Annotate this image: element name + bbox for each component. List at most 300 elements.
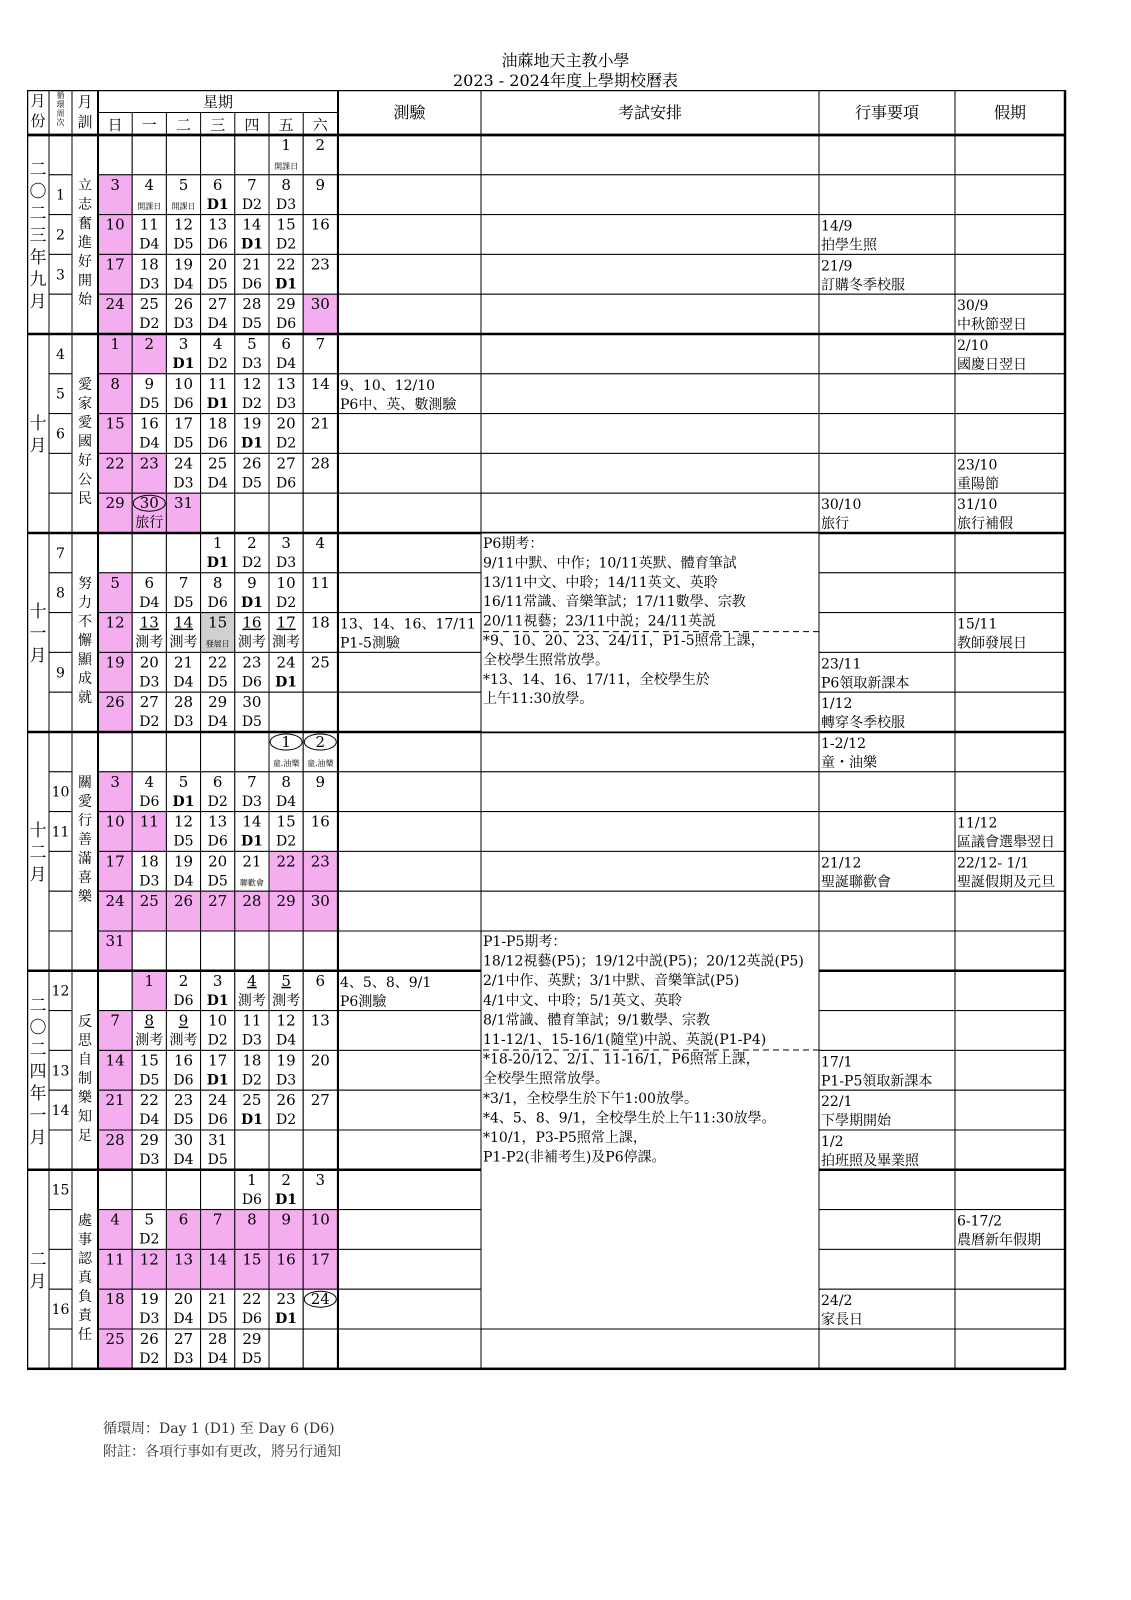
day-tag: D6 xyxy=(207,594,228,611)
day-number: 15 xyxy=(276,215,296,234)
day-number: 12 xyxy=(173,812,194,831)
month-label-char: 一 xyxy=(29,1105,47,1126)
motto-char: 處 xyxy=(78,1212,92,1229)
day-number: 8 xyxy=(212,573,223,592)
holiday-date: 6-17/2 xyxy=(957,1213,1003,1230)
day-number: 13 xyxy=(310,1011,330,1030)
day-tag: 測考 xyxy=(237,992,266,1009)
day-number: 14 xyxy=(173,613,194,632)
day-tag: D1 xyxy=(206,555,229,571)
cycle-number: 8 xyxy=(56,585,65,602)
motto-char: 志 xyxy=(78,197,92,213)
event-cell xyxy=(819,772,955,812)
day-number: 5 xyxy=(110,573,120,592)
weekday-header: 一 xyxy=(141,116,157,134)
day-number: 4 xyxy=(315,534,326,552)
day-tag: 測考 xyxy=(135,1032,164,1049)
day-tag: D1 xyxy=(275,1311,298,1328)
day-number: 16 xyxy=(310,812,330,831)
holiday-cell xyxy=(955,772,1065,812)
day-tag: D2 xyxy=(276,594,297,611)
motto-char: 足 xyxy=(78,1127,92,1144)
day-number: 3 xyxy=(110,175,120,194)
day-number: 7 xyxy=(247,772,257,791)
day-tag: D5 xyxy=(241,714,262,731)
cycle-cell xyxy=(49,891,72,931)
cycle-number: 10 xyxy=(51,784,70,801)
day-number: 3 xyxy=(212,971,223,990)
day-tag: 測考 xyxy=(169,1032,198,1049)
exam-cell xyxy=(481,215,819,255)
day-tag: D6 xyxy=(207,833,228,850)
holiday-cell xyxy=(955,692,1065,732)
event-cell xyxy=(819,1011,955,1051)
day-cell xyxy=(132,732,166,772)
exam-line: P1-P5期考： xyxy=(483,934,567,950)
exam-line: 9/11中默、中作；10/11英默、體育筆試 xyxy=(483,555,737,572)
day-number: 10 xyxy=(208,1011,228,1030)
motto-header-char: 訓 xyxy=(77,113,93,131)
day-tag: D6 xyxy=(241,674,262,691)
test-cell xyxy=(338,1289,481,1329)
day-cell xyxy=(166,1170,200,1210)
day-tag: D4 xyxy=(173,873,194,890)
day-number: 12 xyxy=(105,613,125,632)
event-cell xyxy=(819,931,955,971)
holiday-cell xyxy=(955,1170,1065,1210)
day-number: 5 xyxy=(281,971,291,990)
day-number: 7 xyxy=(315,335,326,353)
day-tag: D2 xyxy=(241,196,262,213)
day-tag: D4 xyxy=(139,435,160,452)
day-number: 14 xyxy=(310,374,330,393)
day-number: 28 xyxy=(105,1131,125,1149)
day-number: 23 xyxy=(310,255,330,274)
day-tag: D4 xyxy=(276,793,297,810)
day-tag: D2 xyxy=(276,1112,297,1129)
day-tag: D1 xyxy=(240,594,263,611)
exam-line: 上午11:30放學。 xyxy=(483,691,594,708)
day-tag: D4 xyxy=(207,1351,228,1367)
day-tag: D6 xyxy=(207,435,228,452)
day-tag: D6 xyxy=(241,1191,262,1208)
day-number: 24 xyxy=(105,295,125,314)
event-cell xyxy=(819,453,955,493)
day-tag: D5 xyxy=(139,1072,160,1089)
event-desc: 訂購冬季校服 xyxy=(821,277,905,294)
day-number: 6 xyxy=(178,1210,189,1229)
day-tag: D1 xyxy=(206,395,229,412)
day-number: 12 xyxy=(173,215,194,234)
day-number: 7 xyxy=(178,573,189,592)
day-number: 14 xyxy=(105,1051,125,1070)
day-number: 26 xyxy=(105,693,125,712)
day-number: 10 xyxy=(105,812,125,831)
motto-char: 好 xyxy=(78,453,92,469)
exam-line: 11-12/1、15-16/1(隨堂)中説、英説(P1-P4) xyxy=(483,1032,767,1048)
event-cell xyxy=(819,1210,955,1250)
day-number: 8 xyxy=(281,772,291,791)
day-tag: D3 xyxy=(276,1072,297,1089)
day-tag: D2 xyxy=(207,793,228,810)
cycle-header-char: 次 xyxy=(56,118,65,127)
day-number: 27 xyxy=(208,295,228,314)
exam-line: *18-20/12、2/1、11-16/1，P6照常上課， xyxy=(483,1051,760,1068)
day-tag: D5 xyxy=(139,395,160,412)
holiday-cell xyxy=(955,1130,1065,1170)
month-label-char: 二 xyxy=(29,160,47,181)
day-tag: D2 xyxy=(276,236,297,253)
test-cell xyxy=(338,772,481,812)
day-cell xyxy=(303,931,337,971)
event-desc: P6領取新課本 xyxy=(821,675,910,692)
day-number: 13 xyxy=(139,613,159,632)
day-number: 21 xyxy=(208,1290,228,1309)
day-tag: 測考 xyxy=(272,634,301,651)
day-tag: D3 xyxy=(241,793,262,810)
event-cell xyxy=(819,573,955,613)
day-tag: D2 xyxy=(139,1231,160,1248)
day-tag: D3 xyxy=(139,674,160,691)
day-tag: D5 xyxy=(207,873,228,890)
day-tag: 旅行 xyxy=(135,515,164,532)
holiday-cell xyxy=(955,414,1065,454)
holiday-desc: 農曆新年假期 xyxy=(957,1232,1041,1249)
motto-char: 立 xyxy=(78,178,92,194)
event-desc: 轉穿冬季校服 xyxy=(821,715,905,732)
motto-char: 自 xyxy=(78,1051,92,1068)
day-cell xyxy=(201,493,235,533)
event-desc: 聖誕聯歡會 xyxy=(821,874,891,891)
exam-line: *13、14、16、17/11，全校學生於 xyxy=(483,671,710,688)
day-number: 13 xyxy=(208,215,228,234)
day-tag: D6 xyxy=(207,236,228,253)
day-number: 15 xyxy=(139,1051,159,1070)
day-number: 5 xyxy=(178,772,189,791)
day-tag: 測考 xyxy=(135,634,164,651)
exam-line: 全校學生照常放學。 xyxy=(483,652,609,669)
day-cell xyxy=(269,931,303,971)
holiday-cell xyxy=(955,1249,1065,1289)
event-cell xyxy=(819,294,955,334)
month-label-char: 二 xyxy=(29,1249,47,1270)
day-cell xyxy=(303,1329,337,1369)
test-cell xyxy=(338,493,481,533)
holiday-cell xyxy=(955,1050,1065,1090)
day-tag: D5 xyxy=(173,236,194,253)
day-cell xyxy=(201,1170,235,1210)
day-tag: D5 xyxy=(207,1152,228,1168)
events-header: 行事要項 xyxy=(854,103,920,122)
day-tag: D1 xyxy=(206,992,229,1009)
day-number: 8 xyxy=(144,1011,155,1030)
cycle-cell xyxy=(49,732,72,772)
month-label-char: 〇 xyxy=(29,182,47,203)
exam-line: 13/11中文、中聆；14/11英文、英聆 xyxy=(483,574,718,591)
day-number: 9 xyxy=(144,374,155,393)
day-cell xyxy=(98,732,132,772)
motto-char: 進 xyxy=(78,235,92,251)
day-number: 24 xyxy=(105,892,125,911)
exam-cell xyxy=(481,254,819,294)
day-number: 27 xyxy=(139,693,159,712)
event-date: 1/12 xyxy=(821,696,853,713)
day-number: 21 xyxy=(173,653,194,672)
day-number: 9 xyxy=(247,573,257,592)
day-number: 11 xyxy=(310,573,330,592)
day-cell xyxy=(235,931,269,971)
exam-cell xyxy=(481,374,819,414)
exam-cell xyxy=(481,772,819,812)
day-cell xyxy=(132,1170,166,1210)
day-cell xyxy=(132,533,166,573)
motto-char: 負 xyxy=(78,1288,92,1305)
holiday-cell xyxy=(955,533,1065,573)
day-number: 12 xyxy=(139,1250,159,1269)
event-desc: 拍學生照 xyxy=(821,237,877,254)
exam-line: 20/11視藝；23/11中説；24/11英説 xyxy=(483,613,717,630)
day-number: 28 xyxy=(310,454,330,473)
day-tag: 測考 xyxy=(272,992,301,1009)
cycle-header-char: 環 xyxy=(56,100,65,109)
day-tag: D4 xyxy=(139,1112,160,1129)
holiday-cell xyxy=(955,971,1065,1011)
day-tag: D1 xyxy=(240,833,263,850)
event-cell xyxy=(819,1170,955,1210)
cycle-number: 7 xyxy=(56,545,65,562)
day-number: 1 xyxy=(281,136,291,154)
day-number: 29 xyxy=(276,892,296,911)
day-cell xyxy=(235,1130,269,1170)
motto-char: 真 xyxy=(78,1269,92,1286)
cycle-number: 11 xyxy=(51,824,70,841)
weekday-header: 五 xyxy=(278,116,294,134)
exam-cell xyxy=(481,812,819,852)
day-number: 16 xyxy=(276,1250,296,1269)
tests-header: 測驗 xyxy=(393,103,426,122)
day-number: 5 xyxy=(178,175,189,194)
day-cell xyxy=(303,493,337,533)
motto-char: 不 xyxy=(78,614,92,630)
day-number: 10 xyxy=(276,573,296,592)
day-tag: D3 xyxy=(241,356,262,372)
day-number: 1 xyxy=(212,534,223,552)
day-tag: D1 xyxy=(240,1112,263,1129)
exam-cell xyxy=(481,891,819,931)
day-cell xyxy=(166,533,200,573)
day-number: 2 xyxy=(144,335,155,353)
month-label-char: 年 xyxy=(29,1083,47,1104)
day-number: 13 xyxy=(173,1250,194,1269)
cycle-cell xyxy=(49,931,72,971)
school-name: 油蔴地天主教小學 xyxy=(501,51,630,70)
day-tag: D5 xyxy=(207,1311,228,1328)
day-number: 18 xyxy=(139,255,159,274)
day-number: 19 xyxy=(173,255,194,274)
day-number: 22 xyxy=(139,1091,159,1110)
test-cell xyxy=(338,931,481,971)
day-tag: 發展日 xyxy=(205,639,230,649)
day-number: 22 xyxy=(208,653,228,672)
day-number: 16 xyxy=(139,414,159,433)
day-number: 18 xyxy=(105,1290,125,1309)
day-number: 1 xyxy=(281,733,291,751)
cycle-cell xyxy=(49,453,72,493)
day-tag: D2 xyxy=(207,356,228,372)
day-tag: D5 xyxy=(207,276,228,293)
day-number: 18 xyxy=(139,852,159,871)
holiday-desc: 教師發展日 xyxy=(957,635,1027,652)
day-tag: D3 xyxy=(241,1032,262,1049)
day-number: 2 xyxy=(315,733,326,751)
day-number: 16 xyxy=(310,215,330,234)
cycle-number: 3 xyxy=(56,267,65,284)
day-number: 21 xyxy=(310,414,330,433)
event-date: 14/9 xyxy=(821,218,853,235)
event-date: 24/2 xyxy=(821,1293,853,1310)
holiday-cell xyxy=(955,931,1065,971)
day-number: 21 xyxy=(242,255,262,274)
motto-char: 始 xyxy=(78,292,92,308)
day-number: 27 xyxy=(208,892,228,911)
holiday-cell xyxy=(955,573,1065,613)
motto-char: 認 xyxy=(78,1250,92,1267)
day-number: 6 xyxy=(144,573,155,592)
day-tag: D6 xyxy=(207,1112,228,1129)
day-number: 9 xyxy=(315,772,326,791)
cycle-header-char: 循 xyxy=(56,91,65,100)
day-tag: D6 xyxy=(241,276,262,293)
month-label-char: 〇 xyxy=(29,1017,47,1038)
event-date: 17/1 xyxy=(821,1054,853,1071)
test-cell xyxy=(338,453,481,493)
holiday-desc: 區議會選舉翌日 xyxy=(957,834,1055,851)
day-tag: 童.油樂 xyxy=(272,759,300,768)
day-number: 8 xyxy=(281,175,291,194)
exam-line: P6期考： xyxy=(483,536,544,552)
day-number: 11 xyxy=(242,1011,262,1030)
month-label-char: 十 xyxy=(29,414,47,435)
exams-header: 考試安排 xyxy=(617,103,683,122)
day-tag: D4 xyxy=(173,1152,194,1168)
day-number: 23 xyxy=(276,1290,296,1309)
event-date: 21/9 xyxy=(821,258,853,275)
day-number: 15 xyxy=(242,1250,262,1269)
motto-char: 知 xyxy=(78,1108,92,1125)
day-tag: D1 xyxy=(275,674,298,691)
day-tag: D5 xyxy=(241,316,262,333)
test-cell xyxy=(338,1249,481,1289)
day-number: 2 xyxy=(247,534,257,552)
day-number: 2 xyxy=(315,136,326,154)
test-cell xyxy=(338,135,481,175)
test-cell xyxy=(338,175,481,215)
day-tag: D6 xyxy=(276,316,297,333)
cycle-number: 13 xyxy=(51,1063,70,1080)
day-cell xyxy=(269,493,303,533)
footnote: 附註：各項行事如有更改，將另行通知 xyxy=(103,1444,341,1460)
day-tag: D2 xyxy=(139,316,160,333)
holiday-date: 23/10 xyxy=(957,457,998,474)
exam-line: 2/1中作、英默；3/1中默、音樂筆試(P5) xyxy=(483,973,740,990)
exam-cell xyxy=(481,135,819,175)
day-number: 1 xyxy=(247,1170,257,1189)
day-tag: D1 xyxy=(206,1072,229,1089)
holidays-header: 假期 xyxy=(993,103,1027,122)
day-tag: D4 xyxy=(207,714,228,731)
motto-char: 責 xyxy=(78,1307,92,1324)
day-number: 19 xyxy=(276,1051,296,1070)
month-label-char: 二 xyxy=(29,204,47,225)
day-number: 15 xyxy=(276,812,296,831)
day-number: 28 xyxy=(242,295,262,314)
day-number: 26 xyxy=(173,892,194,911)
holiday-date: 15/11 xyxy=(957,616,998,633)
exam-cell xyxy=(481,1329,819,1369)
motto-char: 國 xyxy=(78,434,92,450)
holiday-cell xyxy=(955,374,1065,414)
day-tag: D2 xyxy=(241,1072,262,1089)
holiday-cell xyxy=(955,1090,1065,1130)
test-cell xyxy=(338,732,481,772)
event-cell xyxy=(819,971,955,1011)
day-number: 25 xyxy=(105,1330,125,1348)
test-cell xyxy=(338,1210,481,1250)
month-label-char: 月 xyxy=(29,1127,47,1148)
motto-char: 家 xyxy=(78,396,92,412)
holiday-cell xyxy=(955,215,1065,255)
weekday-header: 六 xyxy=(312,116,328,134)
day-cell xyxy=(235,493,269,533)
day-number: 8 xyxy=(247,1210,257,1229)
day-number: 29 xyxy=(276,295,296,314)
day-number: 27 xyxy=(173,1330,194,1348)
day-number: 21 xyxy=(242,852,262,871)
day-number: 23 xyxy=(310,852,330,871)
day-tag: D4 xyxy=(139,236,160,253)
day-number: 22 xyxy=(276,852,296,871)
exam-line: *9、10、20、23、24/11，P1-5照常上課， xyxy=(483,633,765,649)
day-number: 20 xyxy=(139,653,159,672)
day-tag: D2 xyxy=(241,555,262,571)
motto-char: 滿 xyxy=(78,851,92,867)
day-number: 17 xyxy=(276,613,296,632)
day-cell xyxy=(303,1130,337,1170)
test-desc: P6測驗 xyxy=(340,993,387,1010)
cycle-cell xyxy=(49,1329,72,1369)
day-number: 31 xyxy=(105,932,125,950)
day-tag: D5 xyxy=(173,833,194,850)
day-number: 14 xyxy=(242,215,262,234)
month-label-char: 一 xyxy=(29,624,47,645)
month-label-char: 十 xyxy=(29,821,47,841)
day-number: 22 xyxy=(276,255,296,274)
day-number: 23 xyxy=(242,653,262,672)
day-number: 3 xyxy=(178,335,189,353)
holiday-date: 31/10 xyxy=(957,497,998,514)
test-cell xyxy=(338,652,481,692)
day-number: 4 xyxy=(144,772,155,791)
day-tag: D4 xyxy=(173,674,194,691)
motto-header-char: 月 xyxy=(77,93,93,111)
day-number: 26 xyxy=(173,295,194,314)
day-number: 26 xyxy=(276,1091,296,1110)
day-number: 13 xyxy=(208,812,228,831)
event-desc: 下學期開始 xyxy=(821,1113,891,1130)
day-cell xyxy=(269,1329,303,1369)
exam-line: 18/12視藝(P5)；19/12中説(P5)；20/12英説(P5) xyxy=(483,953,804,970)
day-tag: 開課日 xyxy=(137,201,162,211)
